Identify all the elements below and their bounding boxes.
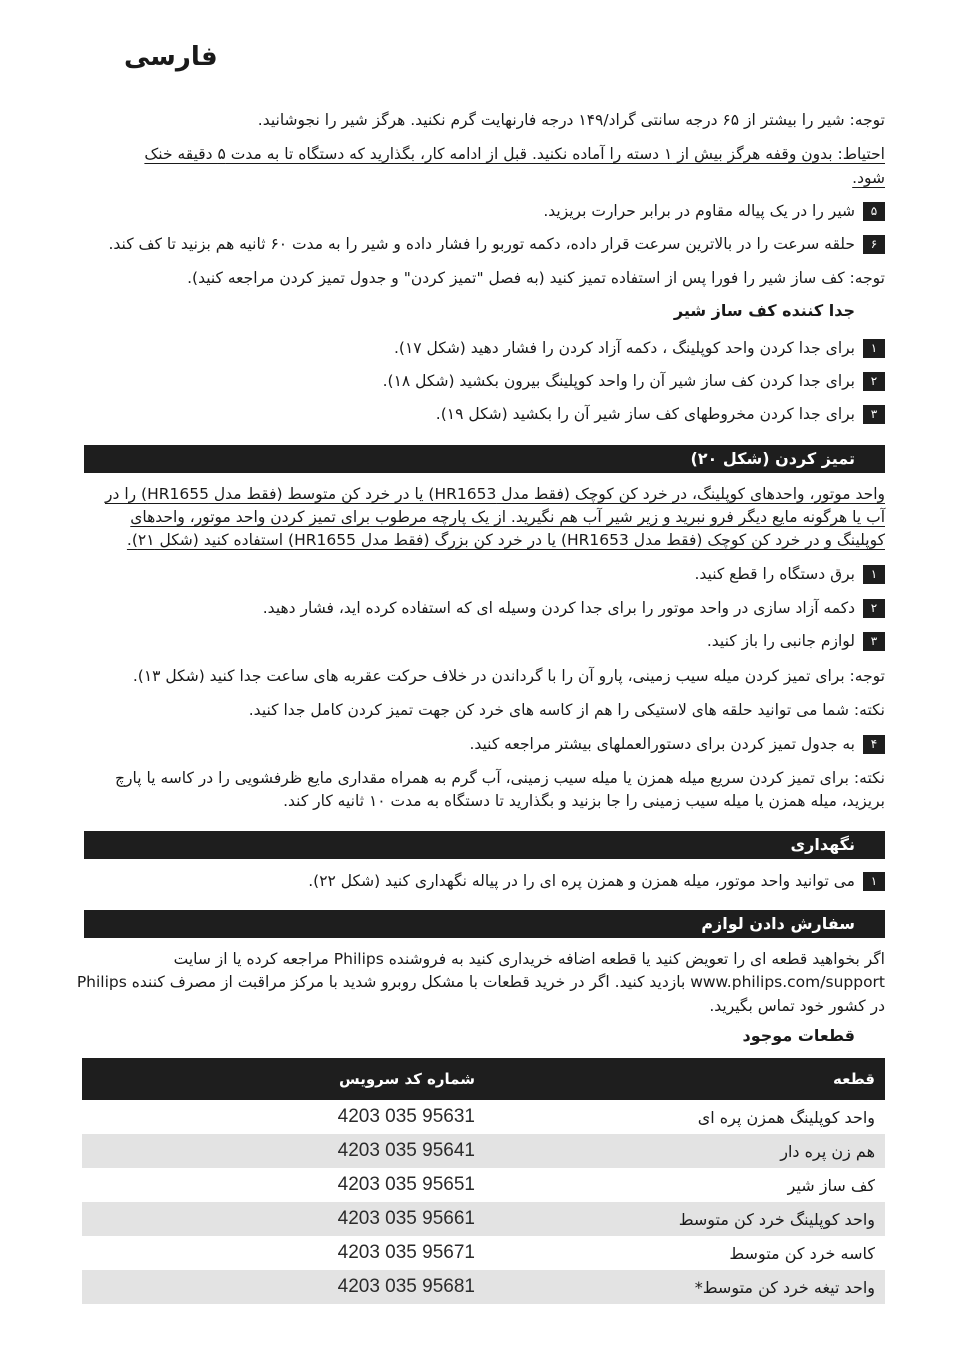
cleaning-step-4 (469, 732, 885, 756)
column-header-part: قطعه (475, 1058, 885, 1100)
service-code: 4203 035 95651 (337, 1174, 475, 1195)
cleaning-warning-line-2: آب یا هرگونه مایع دیگر فرو نبرید و زیر شیر آب هم نگیرید. از یک پارچه مرطوب برای تمیز کردن واحد موتور، واحدهای (130, 508, 885, 526)
step-text: برای جدا کردن کف ساز شیر آن را واحد کوپلینگ بیرون بکشید (شکل ۱۸). (382, 372, 855, 390)
table-row (82, 1134, 885, 1168)
cleaning-step-1 (694, 562, 885, 586)
storage-title: نگهداری (790, 835, 855, 854)
step-number-badge: ۱ (863, 339, 885, 358)
service-code: 4203 035 95641 (82, 1134, 475, 1168)
service-code: 4203 035 95671 (337, 1242, 475, 1263)
step-text: لوازم جانبی را باز کنید. (706, 632, 855, 650)
step-number-badge: ۳ (863, 405, 885, 424)
ordering-line-1: اگر بخواهید قطعه ای را تعویض کنید یا قطعه اضافه خریداری کنید به فروشنده Philips مراجعه کرده یا از سایت (173, 950, 885, 968)
storage-section-bar (84, 831, 885, 859)
step-number-badge: ۴ (863, 735, 885, 754)
step-number-badge: ۱ (863, 872, 885, 891)
step-number-badge: ۲ (863, 599, 885, 618)
detach-step-2 (383, 369, 885, 393)
cleaning-warning-line-1: واحد موتور، واحدهای کوپلینگ، در خرد کن کوچک (فقط مدل HR1653) یا در خرد کن متوسط (فقط مدل HR1655) را در (105, 485, 885, 503)
ordering-title: سفارش دادن لوازم (701, 914, 855, 933)
step-text: حلقه سرعت را در بالاترین سرعت قرار داده، دکمه توربو را فشار داده و شیر را به مدت ۶۰ ثانیه هم بزنید تا کف کند. (108, 235, 855, 253)
ordering-line-2: www.philips.com/support بازدید کنید. اگر در خرید قطعات با مشکل روبرو شدید با مرکز مراقبت از مصرف کننده Philips (76, 973, 885, 991)
table-row (82, 1168, 885, 1202)
step-text: برق دستگاه را قطع کنید. (694, 565, 855, 583)
step-text: برای جدا کردن واحد کوپلینگ ، دکمه آزاد کردن را فشار دهید (شکل ۱۷). (393, 339, 855, 357)
step-number-badge: ۲ (863, 372, 885, 391)
cleaning-step-3 (707, 629, 885, 653)
milk-temperature-note: توجه: شیر را بیشتر از ۶۵ درجه سانتی گراد/۱۴۹ درجه فارنهایت گرم نکنید. هرگز شیر را نجوشانید. (257, 111, 885, 129)
parts-table (82, 1058, 885, 1304)
storage-step-1 (308, 869, 885, 893)
cleaning-warning-line-3: کوپلینگ و در خرد کن کوچک (فقط مدل HR1653) یا در خرد کن بزرگ (فقط مدل HR1655) استفاده کنید (شکل ۲۱). (126, 531, 885, 549)
table-row (82, 1202, 885, 1236)
table-header-row (82, 1058, 885, 1100)
step-text: دکمه آزاد سازی در واحد موتور را برای جدا کردن وسیله ای که استفاده کرده اید، فشار دهید. (262, 599, 855, 617)
table-row (82, 1236, 885, 1270)
cleaning-step-2 (263, 596, 885, 620)
service-code: 4203 035 95681 (82, 1270, 475, 1304)
table-row (82, 1100, 885, 1134)
cleaning-tip-line-1: نکته: برای تمیز کردن سریع میله همزن یا میله سیب زمینی، آب گرم به همراه مقداری مایع ظرفشویی را در کاسه یا پارچ (115, 769, 885, 787)
step-5 (543, 199, 885, 223)
part-name: کف ساز شیر (787, 1175, 875, 1195)
service-code: 4203 035 95631 (337, 1106, 475, 1127)
cleaning-note-2: نکته: شما می توانید حلقه های لاستیکی را هم از کاسه های خرد کن جهت تمیز کردن کامل جدا کنید. (248, 701, 885, 719)
step-number-badge: ۵ (863, 202, 885, 221)
step-text: به جدول تمیز کردن برای دستورالعملهای بیشتر مراجعه کنید. (469, 735, 855, 753)
cleaning-tip-line-2: بریزید، میله همزن یا میله سیب زمینی را جا بزنید و بگذارید تا دستگاه به مدت ۱۰ ثانیه کار کند. (283, 792, 885, 810)
cleaning-note-1: توجه: برای تمیز کردن میله سیب زمینی، پارو آن را با گرداندن در خلاف حرکت عقربه های ساعت جدا کنید (شکل ۱۳). (132, 667, 885, 685)
parts-heading: قطعات موجود (742, 1026, 855, 1045)
frothing-clean-note: توجه: کف ساز شیر را فورا پس از استفاده تمیز کنید (به فصل "تمیز کردن" و جدول تمیز کردن مراجعه کنید). (187, 269, 885, 287)
step-6 (108, 232, 885, 256)
step-text: برای جدا کردن مخروطهای کف ساز شیر آن را بکشید (شکل ۱۹). (435, 405, 855, 423)
step-number-badge: ۶ (863, 235, 885, 254)
part-name: کاسه خرد کن متوسط (729, 1243, 875, 1263)
part-name: واحد کوپلینگ همزن پره ای (697, 1107, 875, 1127)
table-row (82, 1270, 885, 1304)
step-text: شیر را در یک پیاله مقاوم در برابر حرارت بریزید. (543, 202, 855, 220)
caution-line-2: شود. (852, 169, 885, 187)
step-text: می توانید واحد موتور، میله همزن و همزن پره ای را در پیاله نگهداری کنید (شکل ۲۲). (308, 872, 855, 890)
step-number-badge: ۱ (863, 565, 885, 584)
cleaning-section-bar (84, 445, 885, 473)
ordering-line-3: در کشور خود تماس بگیرید. (709, 997, 885, 1015)
ordering-section-bar (84, 910, 885, 938)
page-title: فارسی (124, 42, 218, 72)
column-header-code: شماره کد سرویس (82, 1058, 475, 1100)
caution-line-1: احتیاط: بدون وقفه هرگز بیش از ۱ دسته را آماده نکنید. قبل از ادامه کار، بگذارید که دستگاه تا به مدت ۵ دقیقه خنک (144, 145, 885, 163)
service-code: 4203 035 95661 (82, 1202, 475, 1236)
step-number-badge: ۳ (863, 632, 885, 651)
detach-step-3 (436, 402, 885, 426)
part-name: واحد تیغه خرد کن متوسط* (475, 1270, 885, 1304)
part-name: هم زن پره دار (475, 1134, 885, 1168)
detach-heading: جدا کننده کف ساز شیر (673, 301, 855, 320)
part-name: واحد کوپلینگ خرد کن متوسط (475, 1202, 885, 1236)
detach-step-1 (394, 336, 885, 360)
cleaning-title: تمیز کردن (شکل ۲۰) (690, 449, 855, 468)
